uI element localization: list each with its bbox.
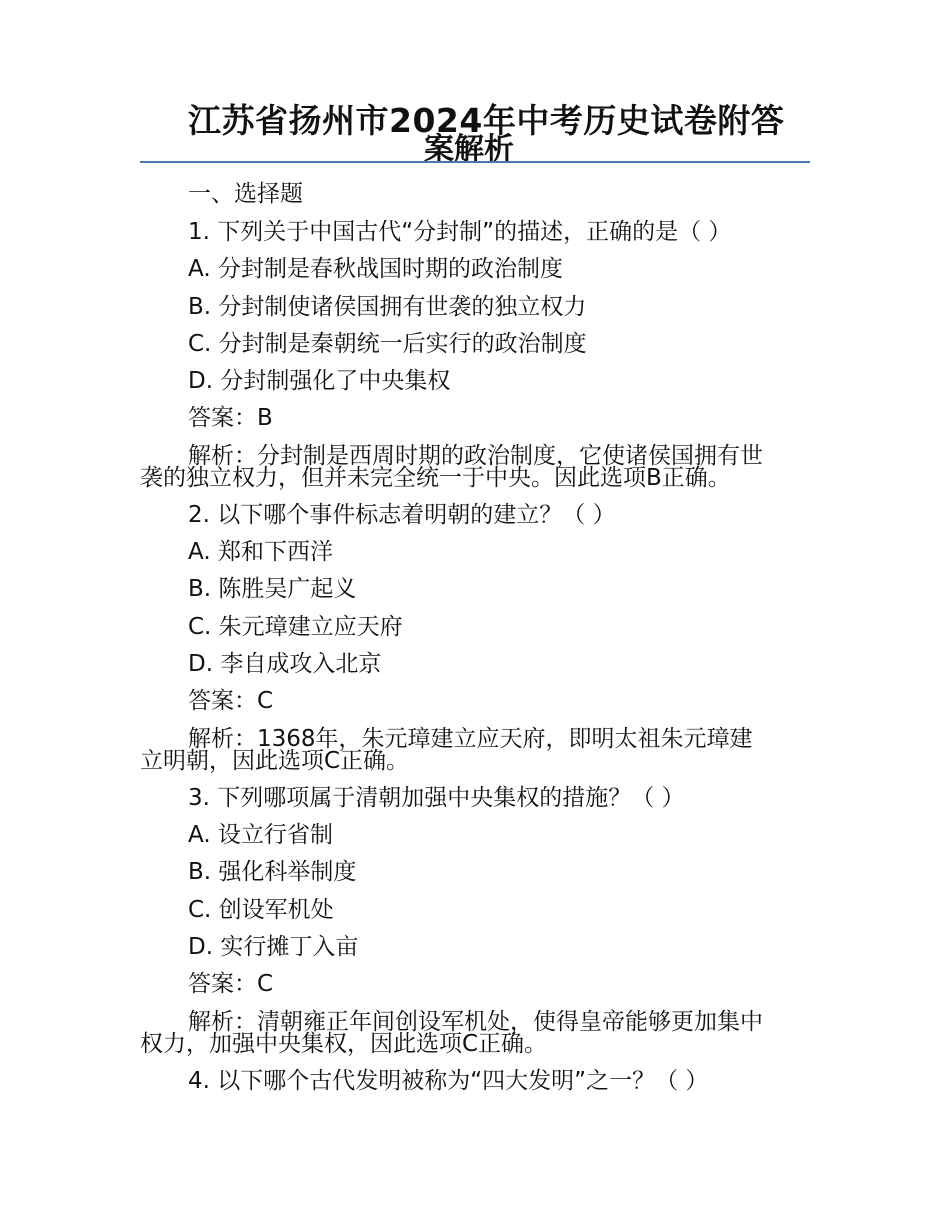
title-divider [140, 161, 810, 163]
option-item: D. 分封制强化了中央集权 [188, 368, 451, 394]
analysis-line: 解析：清朝雍正年间创设军机处，使得皇帝能够更加集中 [188, 1009, 763, 1035]
option-item: D. 实行摊丁入亩 [188, 934, 359, 960]
analysis-line: 解析：分封制是西周时期的政治制度，它使诸侯国拥有世 [188, 443, 763, 469]
document-title-continued: 案解析 [424, 132, 514, 167]
option-item: B. 陈胜吴广起义 [188, 576, 357, 602]
answer-line: 答案：C [188, 688, 274, 714]
question-stem: 1. 下列关于中国古代“分封制”的描述，正确的是（ ） [188, 219, 732, 245]
option-item: A. 设立行省制 [188, 822, 333, 848]
option-item: B. 强化科举制度 [188, 859, 357, 885]
answer-line: 答案：C [188, 971, 274, 997]
option-item: C. 创设军机处 [188, 897, 334, 923]
option-item: C. 朱元璋建立应天府 [188, 614, 403, 640]
option-item: A. 郑和下西洋 [188, 539, 333, 565]
analysis-line: 立明朝，因此选项C正确。 [140, 748, 410, 774]
analysis-line: 解析：1368年，朱元璋建立应天府，即明太祖朱元璋建 [188, 726, 753, 752]
document-title: 江苏省扬州市2024年中考历史试卷附答 [188, 101, 785, 140]
option-item: D. 李自成攻入北京 [188, 651, 382, 677]
answer-line: 答案：B [188, 405, 273, 431]
question-stem: 2. 以下哪个事件标志着明朝的建立？（ ） [188, 502, 616, 528]
analysis-line: 权力，加强中央集权，因此选项C正确。 [140, 1031, 548, 1057]
option-item: C. 分封制是秦朝统一后实行的政治制度 [188, 331, 587, 357]
question-stem: 4. 以下哪个古代发明被称为“四大发明”之一？（ ） [188, 1068, 709, 1094]
analysis-line: 袭的独立权力，但并未完全统一于中央。因此选项B正确。 [140, 465, 731, 491]
question-stem: 3. 下列哪项属于清朝加强中央集权的措施？（ ） [188, 785, 685, 811]
option-item: B. 分封制使诸侯国拥有世袭的独立权力 [188, 294, 587, 320]
option-item: A. 分封制是春秋战国时期的政治制度 [188, 256, 563, 282]
section-heading: 一、选择题 [188, 181, 303, 207]
